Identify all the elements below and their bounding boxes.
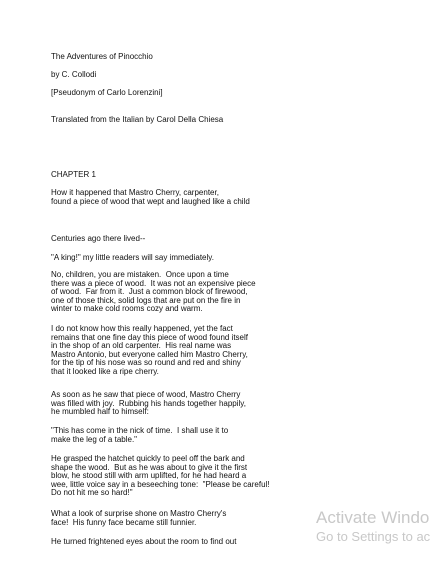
book-author: by C. Collodi (51, 70, 97, 79)
paragraph: Centuries ago there lived-- (51, 234, 146, 243)
watermark-title: Activate Windo (316, 508, 430, 527)
paragraph: He grasped the hatchet quickly to peel off the bark and shape the wood. But as he was about to give it the first blow, he stood still with arm uplifted, for he had heard a wee, little voice say in a beseeching tone: "Please be careful! Do not hit me so hard!" (51, 454, 270, 498)
book-title: The Adventures of Pinocchio (51, 52, 153, 61)
paragraph: "This has come in the nick of time. I shall use it to make the leg of a table." (51, 426, 229, 444)
paragraph: What a look of surprise shone on Mastro Cherry's face! His funny face became still funnier. (51, 509, 227, 527)
chapter-heading: CHAPTER 1 (51, 170, 96, 179)
author-pseudonym: [Pseudonym of Carlo Lorenzini] (51, 88, 163, 97)
paragraph: He turned frightened eyes about the room to find out (51, 537, 237, 546)
activation-watermark (316, 508, 430, 546)
paragraph: No, children, you are mistaken. Once upon a time there was a piece of wood. It was not an expensive piece of wood. Far from it. Just a common block of firewood, one of those thick, solid logs that are put on the fire in winter to make cold rooms cozy and warm. (51, 270, 256, 314)
paragraph: As soon as he saw that piece of wood, Mastro Cherry was filled with joy. Rubbing his hands together happily, he mumbled half to himself: (51, 390, 246, 417)
translator-credit: Translated from the Italian by Carol Della Chiesa (51, 115, 224, 124)
chapter-summary: How it happened that Mastro Cherry, carpenter, found a piece of wood that wept and laughed like a child (51, 188, 250, 206)
watermark-subtitle: Go to Settings to ac (316, 529, 431, 544)
paragraph: "A king!" my little readers will say immediately. (51, 253, 214, 262)
paragraph: I do not know how this really happened, yet the fact remains that one fine day this piece of wood found itself in the shop of an old carpenter. His real name was Mastro Antonio, but everyone called him Mastro Cherry, for the tip of his nose was so round and red and shiny that it looked like a ripe cherry. (51, 324, 249, 376)
